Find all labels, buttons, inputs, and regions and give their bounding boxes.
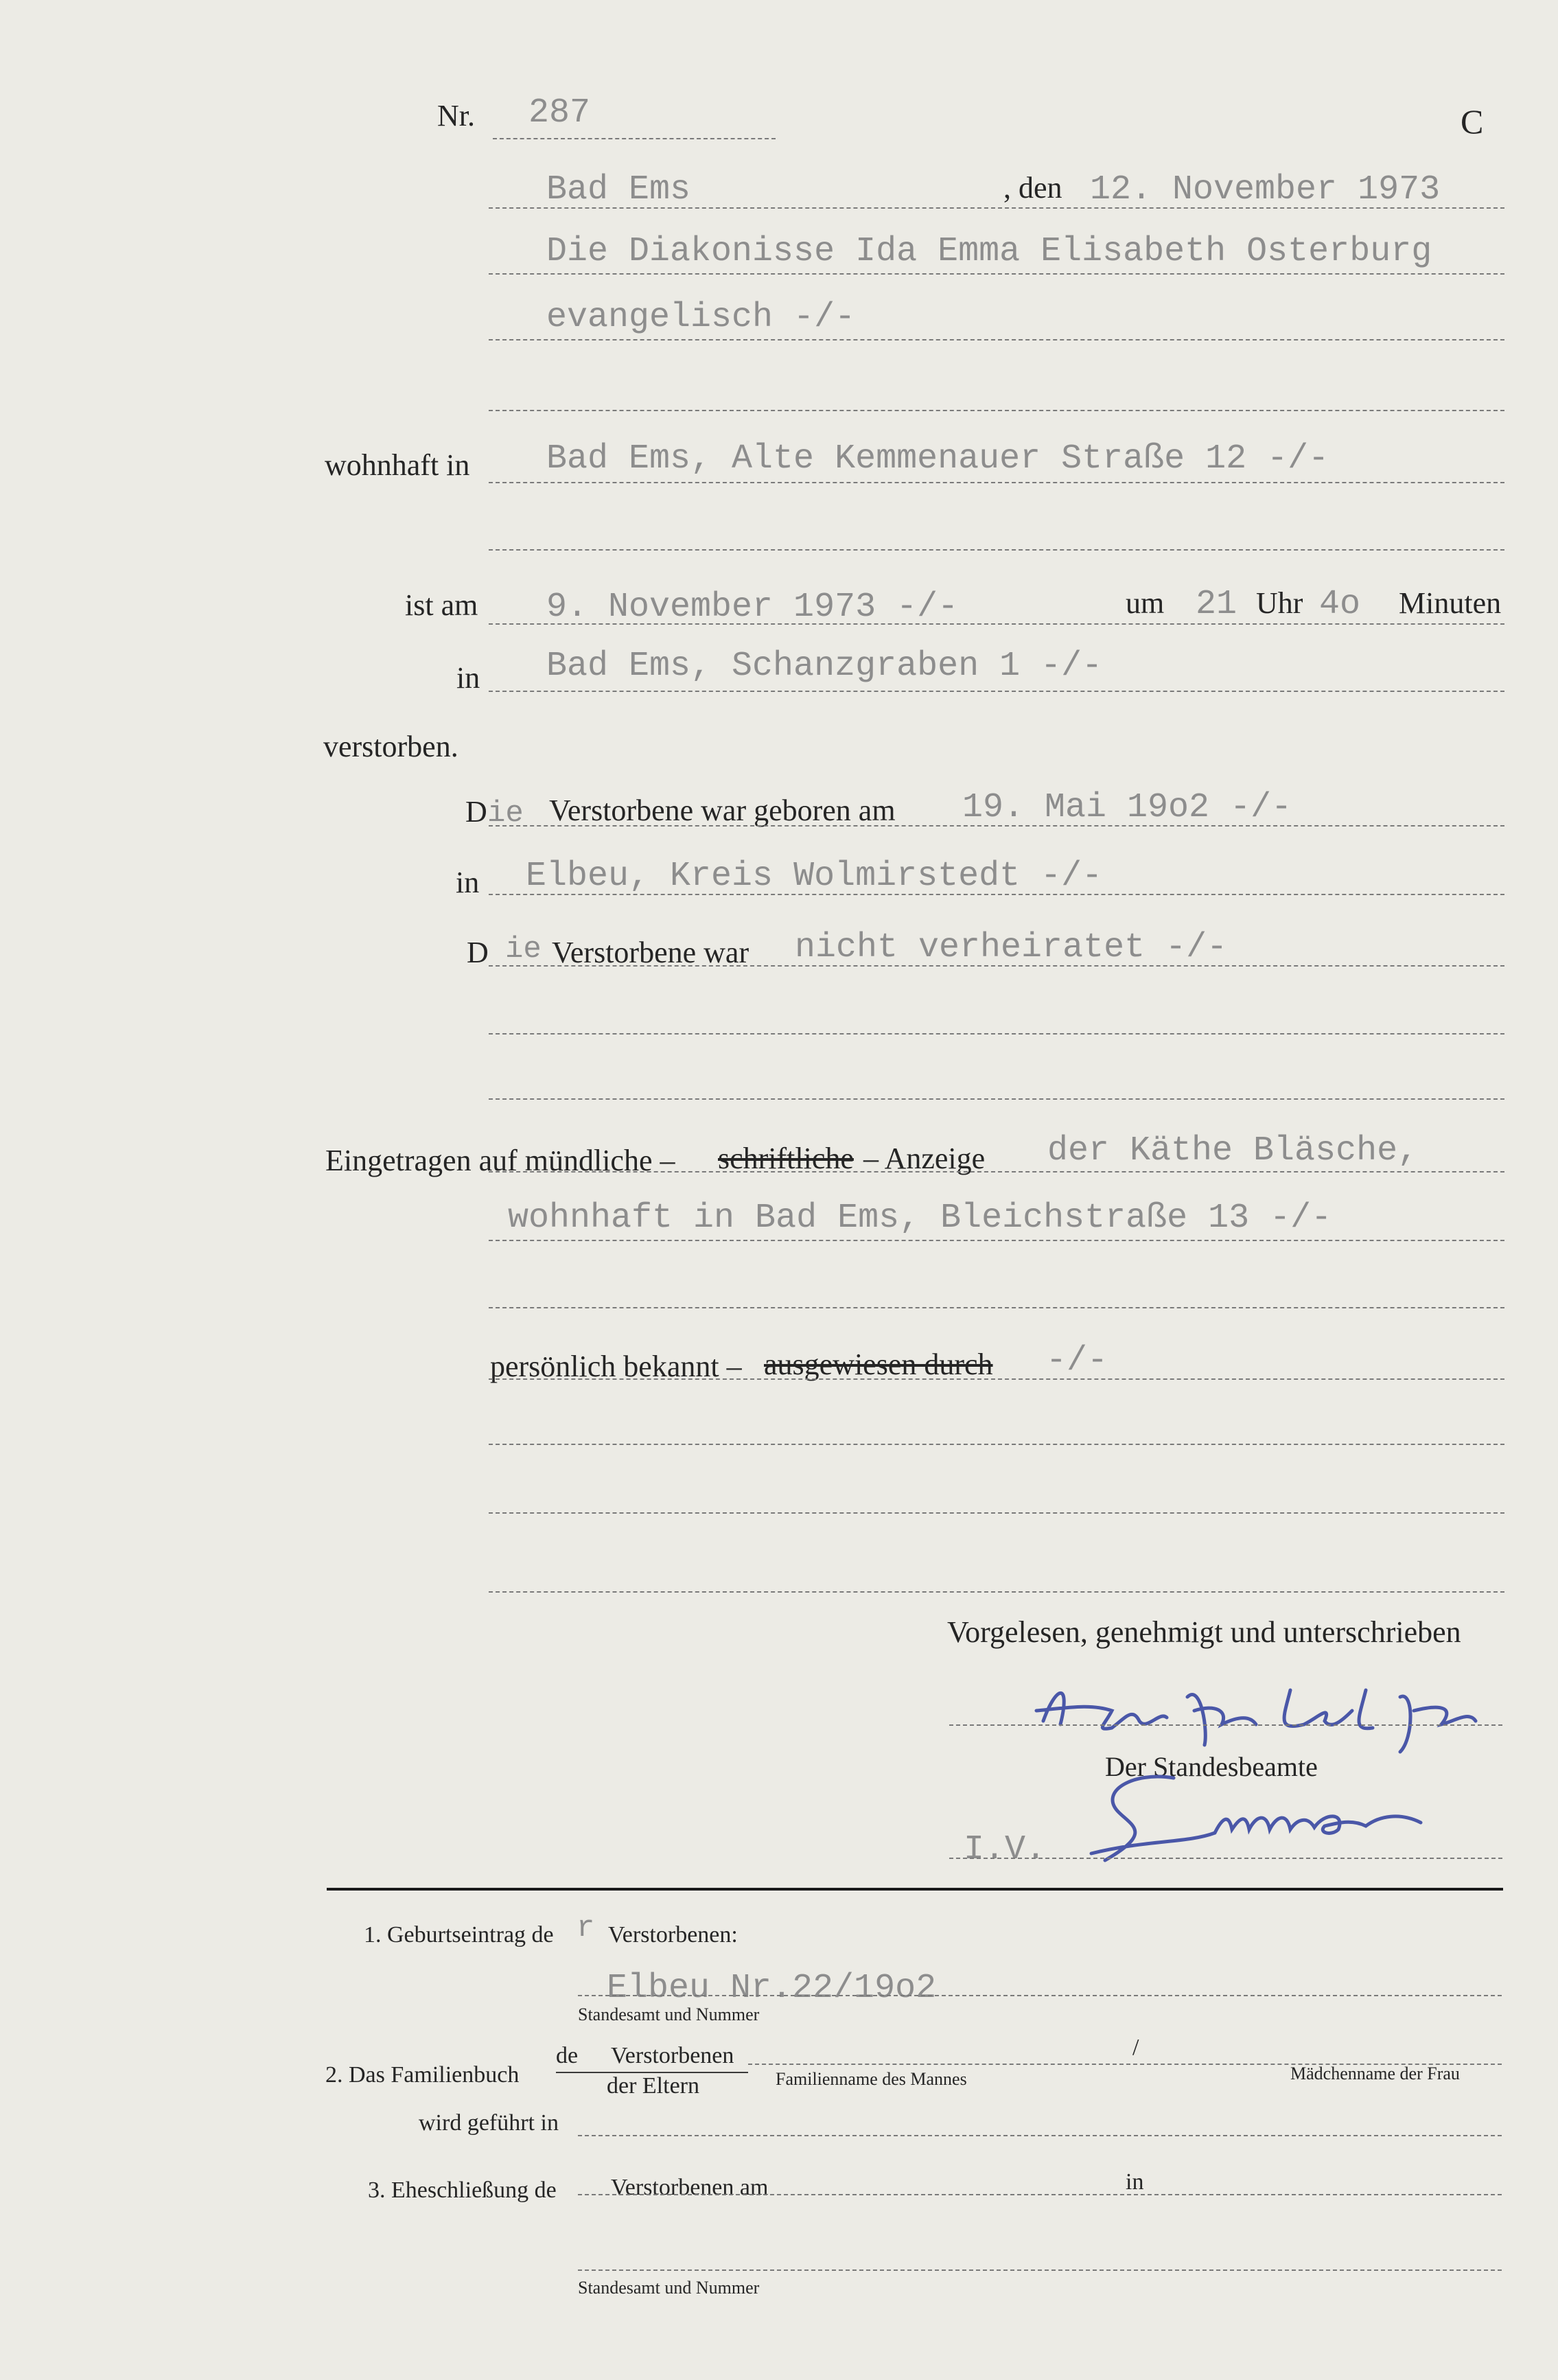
standesbeamte-label: Der Standesbeamte (1105, 1751, 1318, 1782)
item1-typed: r (577, 1911, 595, 1945)
birth-place: Elbeu, Kreis Wolmirstedt -/- (526, 857, 1103, 896)
eingetragen-label: Eingetragen auf mündliche – (325, 1144, 675, 1177)
nr-label: Nr. (437, 99, 475, 132)
wird-gefuehrt-label: wird geführt in (419, 2110, 559, 2136)
minuten-label: Minuten (1399, 586, 1502, 620)
item3-label: 3. Eheschließung de (368, 2177, 557, 2203)
date-line (489, 207, 1504, 209)
name-line (489, 273, 1504, 275)
registry-place: Bad Ems (546, 170, 691, 209)
deceased-name: Die Diakonisse Ida Emma Elisabeth Osterburg (546, 232, 1432, 271)
um-label: um (1126, 586, 1165, 620)
standesamt-caption: Standesamt und Nummer (578, 2004, 760, 2024)
blank-line-8 (489, 1591, 1504, 1593)
birth-date-line (489, 825, 1504, 827)
ist-am-label: ist am (405, 588, 478, 622)
informant-line (489, 1171, 1504, 1172)
standesamt-line-2 (578, 2269, 1502, 2271)
familienname-caption: Familienname des Mannes (776, 2069, 967, 2089)
birth-entry-value: Elbeu Nr.22/19o2 (607, 1969, 937, 2008)
eheschliessung-line (578, 2194, 1502, 2195)
item1-label: 1. Geburtseintrag de (364, 1922, 554, 1948)
schriftliche-struck: schriftliche (718, 1142, 854, 1175)
blank-line (489, 410, 1504, 411)
marital-status: nicht verheiratet -/- (795, 928, 1228, 967)
item2-verstorbenen: Verstorbenen (611, 2043, 734, 2068)
bekannt-label: persönlich bekannt – (490, 1350, 742, 1383)
form-letter: C (1461, 102, 1484, 141)
birth-place-line (489, 894, 1504, 895)
wird-gefuehrt-line (578, 2135, 1502, 2136)
uhr-label: Uhr (1256, 586, 1303, 620)
blank-line-6 (489, 1444, 1504, 1445)
geboren-label: Verstorbene war geboren am (549, 794, 896, 827)
nr-line (493, 138, 776, 139)
d-prefix: D (465, 795, 487, 829)
maedchenname-caption: Mädchenname der Frau (1290, 2064, 1460, 2083)
iv-label: I.V. (964, 1830, 1047, 1869)
informant-signature (1030, 1670, 1496, 1759)
article-typed: ie (487, 796, 524, 831)
item2-slash: / (1132, 2035, 1139, 2060)
birth-in-label: in (456, 866, 480, 899)
death-date-line (489, 623, 1504, 625)
bekannt-line (489, 1378, 1504, 1380)
registry-date: 12. November 1973 (1090, 170, 1441, 209)
article2-typed: ie (505, 932, 542, 967)
blank-line-4 (489, 1098, 1504, 1100)
death-date: 9. November 1973 -/- (546, 588, 959, 627)
item3-rest: Verstorbenen am (611, 2175, 769, 2200)
ausgewiesen-struck: ausgewiesen durch (764, 1348, 993, 1381)
bekannt-value: -/- (1046, 1341, 1108, 1380)
marital-label: Verstorbene war (552, 936, 749, 969)
record-number: 287 (528, 93, 591, 132)
blank-line-3 (489, 1033, 1504, 1035)
birth-date: 19. Mai 19o2 -/- (962, 788, 1292, 827)
den-label: , den (1003, 171, 1062, 205)
informant-address: wohnhaft in Bad Ems, Bleichstraße 13 -/- (508, 1199, 1332, 1238)
informant-signature-line (949, 1724, 1502, 1726)
death-place-line (489, 691, 1504, 692)
item2-label: 2. Das Familienbuch (325, 2062, 520, 2088)
blank-line-7 (489, 1512, 1504, 1514)
deceased-religion: evangelisch -/- (546, 298, 856, 337)
blank-line-2 (489, 549, 1504, 551)
marital-line (489, 965, 1504, 967)
item3-in: in (1126, 2169, 1144, 2195)
vorgelesen-text: Vorgelesen, genehmigt und unterschrieben (947, 1615, 1461, 1649)
official-signature-line (949, 1858, 1502, 1859)
death-minutes: 4o (1319, 585, 1361, 624)
religion-line (489, 339, 1504, 340)
blank-line-5 (489, 1307, 1504, 1308)
item2-eltern: der Eltern (607, 2073, 699, 2099)
wohnhaft-label: wohnhaft in (325, 448, 470, 482)
anzeige-label: – Anzeige (863, 1142, 986, 1175)
verstorben-label: verstorben. (323, 730, 458, 763)
footer-divider (327, 1888, 1503, 1891)
address-line (489, 1240, 1504, 1241)
informant-name: der Käthe Bläsche, (1047, 1131, 1419, 1170)
item1-rest: Verstorbenen: (608, 1922, 738, 1948)
in-label: in (456, 661, 480, 695)
deceased-residence: Bad Ems, Alte Kemmenauer Straße 12 -/- (546, 439, 1329, 478)
item2-de: de (556, 2043, 579, 2068)
death-place: Bad Ems, Schanzgraben 1 -/- (546, 647, 1103, 686)
death-hour: 21 (1196, 585, 1237, 624)
standesamt-caption-2: Standesamt und Nummer (578, 2278, 760, 2298)
d2-prefix: D (467, 936, 489, 969)
residence-line (489, 482, 1504, 483)
birth-entry-line (578, 1995, 1502, 1996)
